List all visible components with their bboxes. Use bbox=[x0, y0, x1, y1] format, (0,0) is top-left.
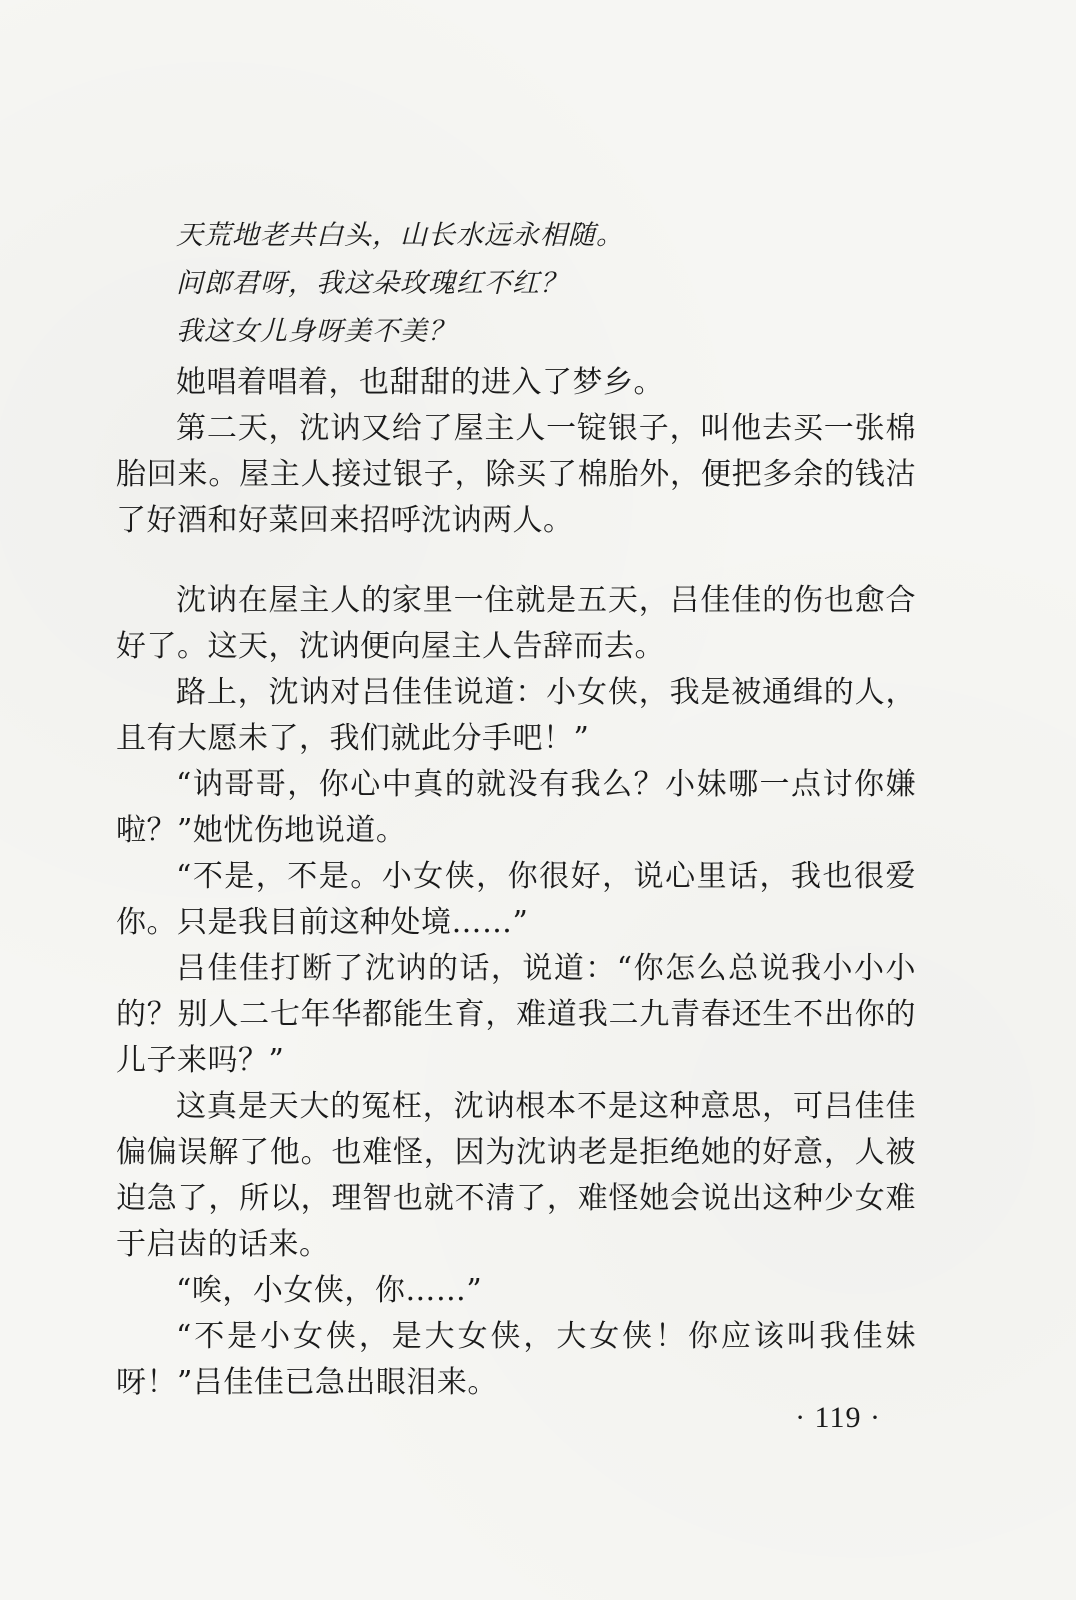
verse-line: 天荒地老共白头，山长水远永相随。 bbox=[176, 220, 624, 251]
paragraph: 沈讷在屋主人的家里一住就是五天，吕佳佳的伤也愈合好了。这天，沈讷便向屋主人告辞而去。 bbox=[116, 583, 916, 664]
section-break bbox=[116, 544, 916, 578]
paragraph: 吕佳佳打断了沈讷的话，说道：“你怎么总说我小小小的？别人二七年华都能生育，难道我二九青春还生不出你的儿子来吗？” bbox=[116, 951, 916, 1078]
paragraph: “不是，不是。小女侠，你很好，说心里话，我也很爱你。只是我目前这种处境……” bbox=[116, 859, 916, 940]
body-text bbox=[116, 212, 916, 1406]
verse-line: 问郎君呀，我这朵玫瑰红不红？ bbox=[176, 268, 568, 299]
paragraph: “不是小女侠，是大女侠，大女侠！你应该叫我佳妹呀！”吕佳佳已急出眼泪来。 bbox=[116, 1319, 916, 1400]
paragraph: 路上，沈讷对吕佳佳说道：小女侠，我是被通缉的人，且有大愿未了，我们就此分手吧！” bbox=[116, 675, 916, 756]
paragraph: “讷哥哥，你心中真的就没有我么？小妹哪一点讨你嫌啦？”她忧伤地说道。 bbox=[116, 767, 916, 848]
verse-line: 我这女儿身呀美不美？ bbox=[176, 316, 456, 347]
paragraph: “唉，小女侠，你……” bbox=[176, 1273, 483, 1308]
paragraph: 这真是天大的冤枉，沈讷根本不是这种意思，可吕佳佳偏偏误解了他。也难怪，因为沈讷老是拒绝她的好意，人被迫急了，所以，理智也就不清了，难怪她会说出这种少女难于启齿的话来。 bbox=[116, 1089, 916, 1262]
page-number: · 119 · bbox=[795, 1401, 881, 1434]
paragraph: 她唱着唱着，也甜甜的进入了梦乡。 bbox=[176, 365, 664, 400]
paragraph: 第二天，沈讷又给了屋主人一锭银子，叫他去买一张棉胎回来。屋主人接过银子，除买了棉胎外，便把多余的钱沽了好酒和好菜回来招呼沈讷两人。 bbox=[116, 411, 916, 538]
